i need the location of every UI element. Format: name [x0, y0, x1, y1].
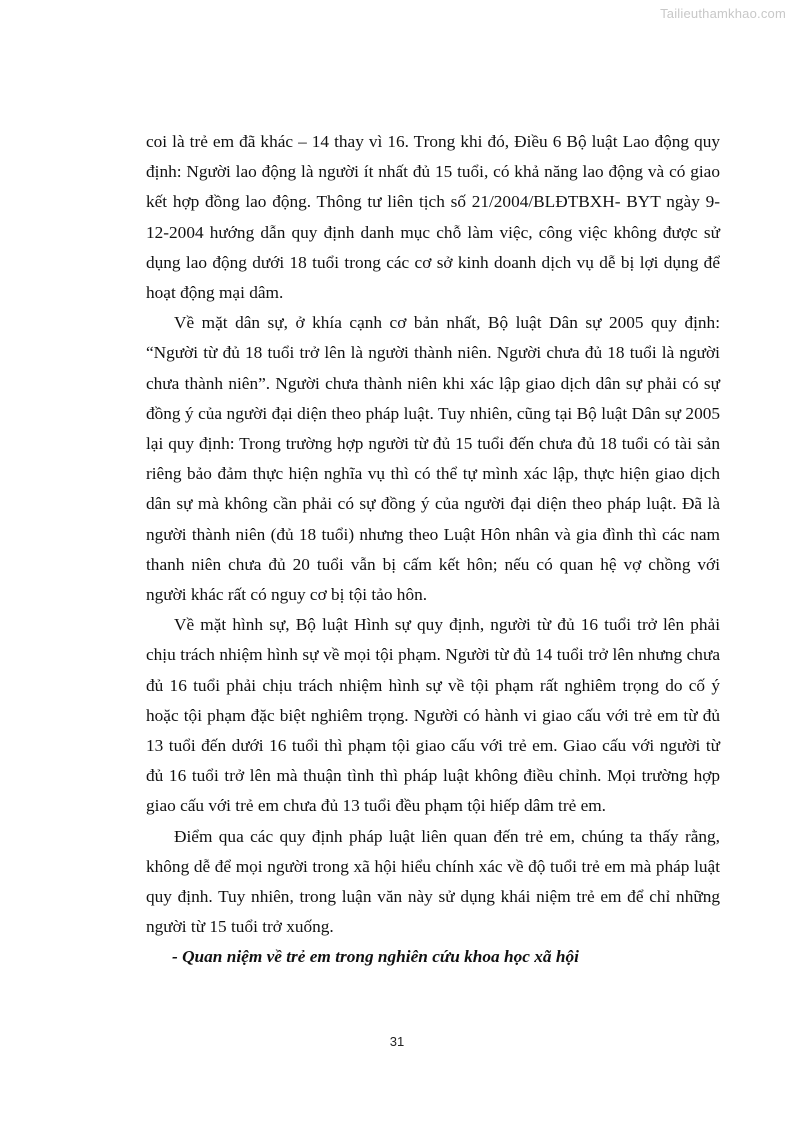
- document-body: [146, 127, 720, 973]
- paragraph-summary: Điểm qua các quy định pháp luật liên quan đến trẻ em, chúng ta thấy rằng, không dễ để mọi người trong xã hội hiểu chính xác về độ tuổi trẻ em mà pháp luật quy định. Tuy nhiên, trong luận văn này sử dụng khái niệm trẻ em để chỉ những người từ 15 tuổi trở xuống.: [146, 826, 720, 937]
- watermark: Tailieuthamkhao.com: [660, 6, 786, 21]
- section-subheading: - Quan niệm về trẻ em trong nghiên cứu khoa học xã hội: [172, 947, 579, 967]
- page-number: 31: [389, 1034, 405, 1049]
- paragraph-criminal-law: Về mặt hình sự, Bộ luật Hình sự quy định, người từ đủ 16 tuổi trở lên phải chịu trách nhiệm hình sự về mọi tội phạm. Người từ đủ 14 tuổi trở lên nhưng chưa đủ 16 tuổi phải chịu trách nhiệm hình sự về tội phạm rất nghiêm trọng do cố ý hoặc tội phạm đặc biệt nghiêm trọng. Người có hành vi giao cấu với trẻ em từ đủ 13 tuổi đến dưới 16 tuổi thì phạm tội giao cấu với trẻ em. Giao cấu với người từ đủ 16 tuổi trở lên mà thuận tình thì pháp luật không điều chỉnh. Mọi trường hợp giao cấu với trẻ em chưa đủ 13 tuổi đều phạm tội hiếp dâm trẻ em.: [146, 615, 720, 816]
- paragraph-continuation: coi là trẻ em đã khác – 14 thay vì 16. Trong khi đó, Điều 6 Bộ luật Lao động quy định: Người lao động là người ít nhất đủ 15 tuổi, có khả năng lao động và có giao kết hợp đồng lao động. Thông tư liên tịch số 21/2004/BLĐTBXH- BYT ngày 9-12-2004 hướng dẫn quy định danh mục chỗ làm việc, công việc không được sử dụng lao động dưới 18 tuổi trong các cơ sở kinh doanh dịch vụ dễ bị lợi dụng để hoạt động mại dâm.: [146, 132, 720, 303]
- paragraph-civil-law: Về mặt dân sự, ở khía cạnh cơ bản nhất, Bộ luật Dân sự 2005 quy định: “Người từ đủ 18 tuổi trở lên là người thành niên. Người chưa đủ 18 tuổi là người chưa thành niên”. Người chưa thành niên khi xác lập giao dịch dân sự phải có sự đồng ý của người đại diện theo pháp luật. Tuy nhiên, cũng tại Bộ luật Dân sự 2005 lại quy định: Trong trường hợp người từ đủ 15 tuổi đến chưa đủ 18 tuổi có tài sản riêng bảo đảm thực hiện nghĩa vụ thì có thể tự mình xác lập, thực hiện giao dịch dân sự mà không cần phải có sự đồng ý của người đại diện theo pháp luật. Đã là người thành niên (đủ 18 tuổi) nhưng theo Luật Hôn nhân và gia đình thì các nam thanh niên chưa đủ 20 tuổi vẫn bị cấm kết hôn; nếu có quan hệ vợ chồng với người khác rất có nguy cơ bị tội tảo hôn.: [146, 313, 720, 605]
